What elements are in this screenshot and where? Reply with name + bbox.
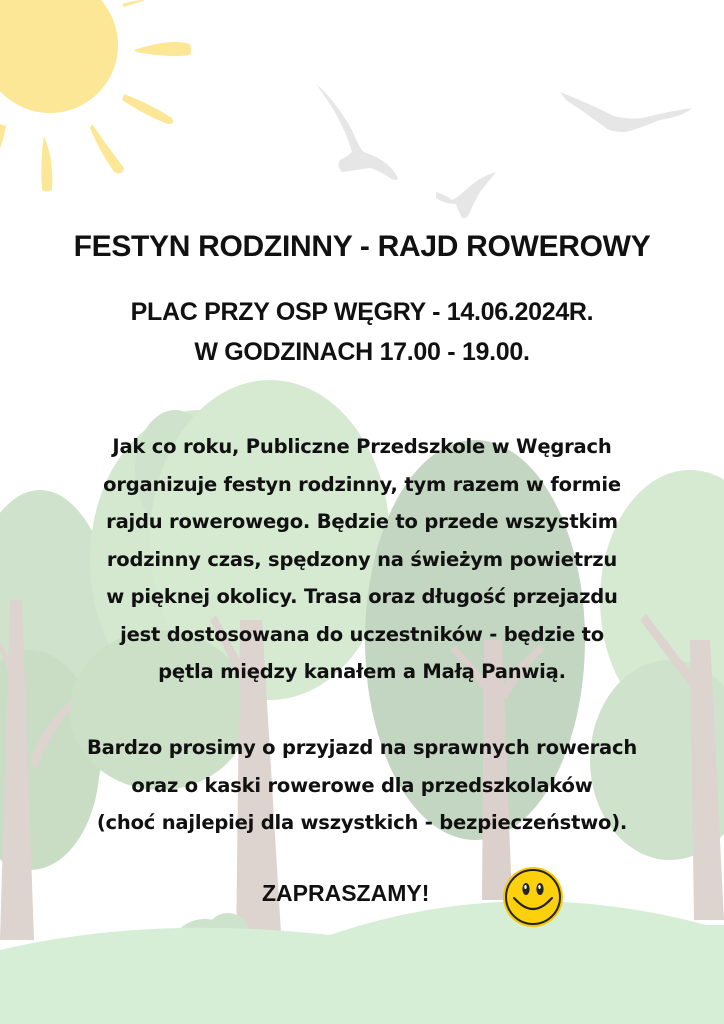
paragraph-line: jest dostosowana do uczestników - będzie to [120, 622, 604, 646]
paragraph-line: rajdu rowerowego. Będzie to przede wszystkim [106, 510, 618, 533]
paragraph-line: pętla między kanałem a Małą Panwią. [158, 660, 566, 683]
paragraph-line: (choć najlepiej dla wszystkich - bezpieczeństwo). [96, 811, 628, 834]
event-location-date: PLAC PRZY OSP WĘGRY - 14.06.2024R. [130, 298, 594, 326]
paragraph-line: w pięknej okolicy. Trasa oraz długość przejazdu [106, 585, 618, 608]
paragraph-line: rodzinny czas, spędzony na świeżym powietrzu [106, 547, 618, 571]
event-hours: W GODZINACH 17.00 - 19.00. [194, 338, 530, 366]
request-paragraph [0, 729, 724, 842]
smiley-face-icon [502, 866, 564, 928]
description-paragraph [0, 428, 724, 691]
invitation-text: ZAPRASZAMY! [262, 880, 430, 906]
paragraph-line: Jak co roku, Publiczne Przedszkole w Węgrach [112, 435, 612, 458]
paragraph-line: oraz o kaski rowerowe dla przedszkolaków [131, 773, 593, 797]
paragraph-line: Bardzo prosimy o przyjazd na sprawnych rowerach [86, 736, 638, 759]
paragraph-line: organizuje festyn rodzinny, tym razem w formie [103, 472, 621, 496]
poster-title: FESTYN RODZINNY - RAJD ROWEROWY [73, 230, 651, 263]
